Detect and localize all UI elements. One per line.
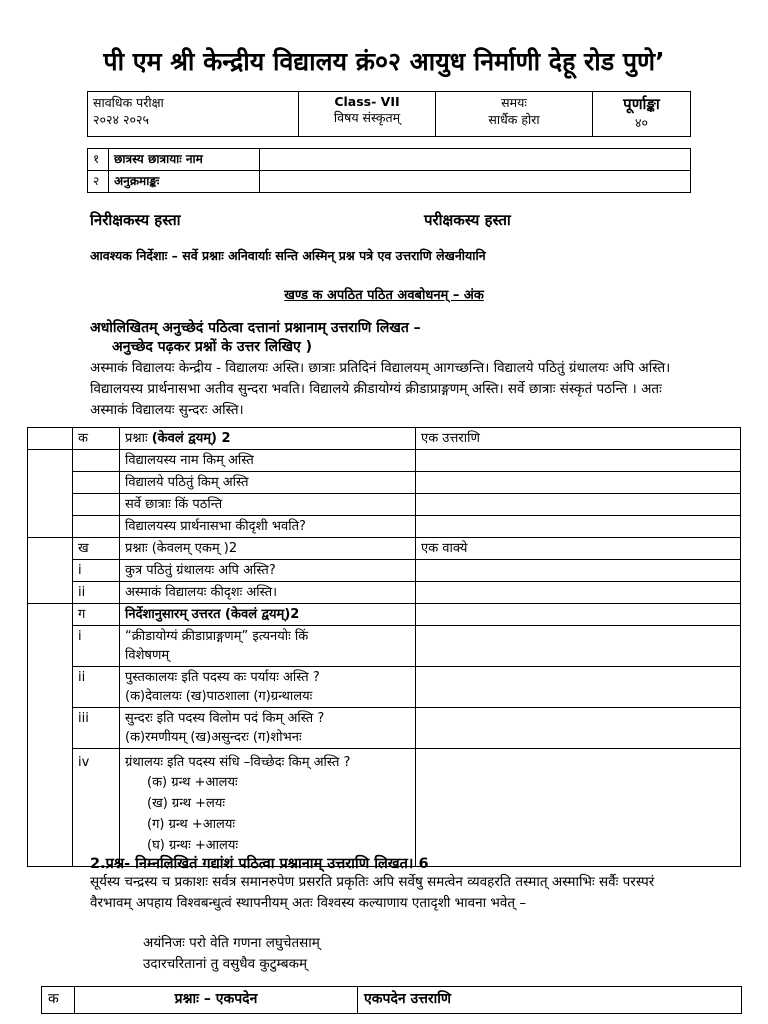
question-text: सर्वे छात्राः किं पठन्ति: [120, 494, 416, 516]
exam-year: २०२४ २०२५: [93, 112, 149, 127]
question-text: “क्रीडायोग्यं क्रीडाप्राङ्गणम्” इत्यनयोः किं: [125, 629, 309, 644]
time-label: समयः: [501, 95, 527, 110]
verse: [143, 933, 320, 975]
question-text: विद्यालये पठितुं किम् अस्ति: [120, 472, 416, 494]
answer-cell[interactable]: [416, 450, 741, 472]
option-item: (क) ग्रन्थ +आलयः: [147, 775, 238, 790]
question-options: (क)रमणीयम् (ख)असुन्दरः (ग)शोभनः: [125, 730, 302, 745]
question-prompt: प्रश्नाः (केवलम् एकम् )2: [120, 538, 416, 560]
question-options: (क)देवालयः (ख)पाठशाला (ग)ग्रन्थालयः: [125, 689, 313, 704]
question-mark: ग: [73, 604, 120, 626]
subject-label: विषय संस्कृतम्: [333, 110, 401, 125]
class-label: Class- VII: [334, 94, 400, 109]
question-row: [28, 560, 741, 582]
answer-cell[interactable]: [416, 749, 741, 867]
question-2-heading: 2.प्रश्न- निम्नलिखितं गद्यांशं पठित्वा प्रश्नानाम् उत्तराणि लिखत। 6: [90, 856, 429, 872]
answer-cell[interactable]: [416, 582, 741, 604]
question-text: विद्यालयस्य नाम किम् अस्ति: [120, 450, 416, 472]
answer-cell[interactable]: [416, 472, 741, 494]
time-cell: [436, 92, 593, 137]
question-2-header-row: [42, 987, 742, 1014]
answer-cell[interactable]: [416, 516, 741, 538]
school-title: पी एम श्री केन्द्रीय विद्यालय क्रं०२ आयुध निर्माणी देहू रोड पुणे’: [103, 47, 665, 76]
answer-cell[interactable]: [416, 560, 741, 582]
student-name-row: [88, 149, 691, 171]
option-item: (ग) ग्रन्थ +आलयः: [147, 817, 235, 832]
question-row: [28, 708, 741, 749]
answer-header: एक वाक्ये: [416, 538, 741, 560]
answer-cell[interactable]: [416, 494, 741, 516]
question-row: [28, 626, 741, 667]
question-mark: क: [73, 428, 120, 450]
question-text: ग्रंथालयः इति पदस्य संधि –विच्छेदः किम् अस्ति ?: [125, 755, 351, 770]
question-text: अस्माकं विद्यालयः कीदृशः अस्ति।: [120, 582, 416, 604]
question-mark: ख: [73, 538, 120, 560]
section-heading: खण्ड क अपठित पठित अवबोधनम् – अंक: [284, 288, 484, 303]
student-info-table: [87, 148, 691, 193]
exam-header-table: [87, 91, 691, 137]
question-2-passage: सूर्यस्य चन्द्रस्य च प्रकाशः सर्वत्र समानरुपेण प्रसरति प्रकृतिः अपि सर्वेषु समत्वेन व्यवहरति तस्मात् अस्माभिः सर्वैः परस्परं वैरभावम् अपहाय विश्वबन्धुत्वं स्थापनीयम् अतः विश्वस्य कल्याणाय एतादृशी भावना भवेत् –: [90, 874, 655, 911]
marks-value: ४०: [634, 115, 648, 130]
question-number: iv: [73, 749, 120, 867]
question-prompt-marks: (केवलं द्वयम्) 2: [151, 431, 231, 446]
question-number: i: [73, 626, 120, 667]
questions-table: [27, 427, 741, 867]
exam-name-cell: [88, 92, 299, 137]
question-prompt: प्रश्नाः: [125, 431, 148, 446]
question-row: [28, 667, 741, 708]
verse-line: उदारचरितानां तु वसुधैव कुटुम्बकम्: [143, 956, 308, 972]
question-number: ii: [73, 582, 120, 604]
question-number: iii: [73, 708, 120, 749]
question-text: कुत्र पठितुं ग्रंथालयः अपि अस्ति?: [120, 560, 416, 582]
instructions-note: आवश्यक निर्देशाः – सर्वे प्रश्नाः अनिवार्याः सन्ति अस्मिन् प्रश्न पत्रे एव उत्तराणि लेखनीयानि: [90, 248, 486, 263]
question-text: पुस्तकालयः इति पदस्य कः पर्यायः अस्ति ?: [125, 670, 320, 685]
examiner-signature-label: परीक्षकस्य हस्ता: [424, 211, 511, 229]
instruction-sanskrit: अधोलिखितम् अनुच्छेदं पठित्वा दत्तानां प्रश्नानाम् उत्तराणि लिखत –: [90, 320, 421, 336]
option-item: (घ) ग्रन्थः +आलयः: [147, 838, 238, 853]
class-cell: [299, 92, 436, 137]
row-number: १: [88, 149, 109, 171]
question-row: [28, 450, 741, 472]
student-name-label: छात्रस्य छात्रायाः नाम: [109, 149, 260, 171]
question-text: विद्यालयस्य प्रार्थनासभा कीदृशी भवति?: [120, 516, 416, 538]
passage-instruction: [90, 319, 421, 357]
instruction-hindi: अनुच्छेद पढ़कर प्रश्नों के उत्तर लिखिए ): [112, 339, 313, 355]
reading-passage: अस्माकं विद्यालयः केन्द्रीय - विद्यालयः अस्ति। छात्राः प्रतिदिनं विद्यालयम् आगच्छन्ति। विद्यालये पठितुं ग्रंथालयः अपि अस्ति। विद्यालयस्य प्रार्थनासभा अतीव सुन्दरा भवति। विद्यालये क्रीडायोग्यं क्रीडाप्राङ्गणम् अस्ति। सर्वे छात्राः संस्कृतं पठन्ति । अतः अस्माकं विद्यालयः सुन्दरः अस्ति।: [90, 360, 671, 418]
inspector-signature-label: निरीक्षकस्य हस्ता: [90, 211, 181, 229]
question-row: [28, 516, 741, 538]
question-prompt: निर्देशानुसारम् उत्तरत (केवलं द्वयम्)2: [120, 604, 416, 626]
option-item: (ख) ग्रन्थ +लयः: [147, 796, 226, 811]
question-row: [28, 494, 741, 516]
student-name-field[interactable]: [260, 149, 691, 171]
exam-name: सावधिक परीक्षा: [93, 95, 164, 110]
question-group-c-header: [28, 604, 741, 626]
question-row: [28, 749, 741, 867]
question-row: [28, 582, 741, 604]
roll-number-field[interactable]: [260, 171, 691, 193]
question-group-b-header: [28, 538, 741, 560]
question-number: i: [73, 560, 120, 582]
answer-cell[interactable]: [416, 708, 741, 749]
roll-number-row: [88, 171, 691, 193]
question-2-table: [41, 986, 742, 1014]
question-prompt: प्रश्नाः – एकपदेन: [75, 987, 358, 1014]
question-group-a-header: [28, 428, 741, 450]
time-value: सार्धैक होरा: [488, 112, 540, 127]
question-text: सुन्दरः इति पदस्य विलोम पदं किम् अस्ति ?: [125, 711, 325, 726]
answer-header: एक उत्तराणि: [416, 428, 741, 450]
question-mark: क: [42, 987, 75, 1014]
answer-cell[interactable]: [416, 626, 741, 667]
marks-cell: [593, 92, 691, 137]
question-row: [28, 472, 741, 494]
marks-label: पूर्णाङ्का: [623, 95, 660, 113]
question-text: विशेषणम्: [125, 648, 170, 663]
answer-header: एकपदेन उत्तराणि: [358, 987, 742, 1014]
roll-number-label: अनुक्रमाङ्कः: [109, 171, 260, 193]
row-number: २: [88, 171, 109, 193]
answer-cell[interactable]: [416, 667, 741, 708]
verse-line: अयंनिजः परो वेति गणना लघुचेतसाम्: [143, 935, 320, 951]
question-number: ii: [73, 667, 120, 708]
